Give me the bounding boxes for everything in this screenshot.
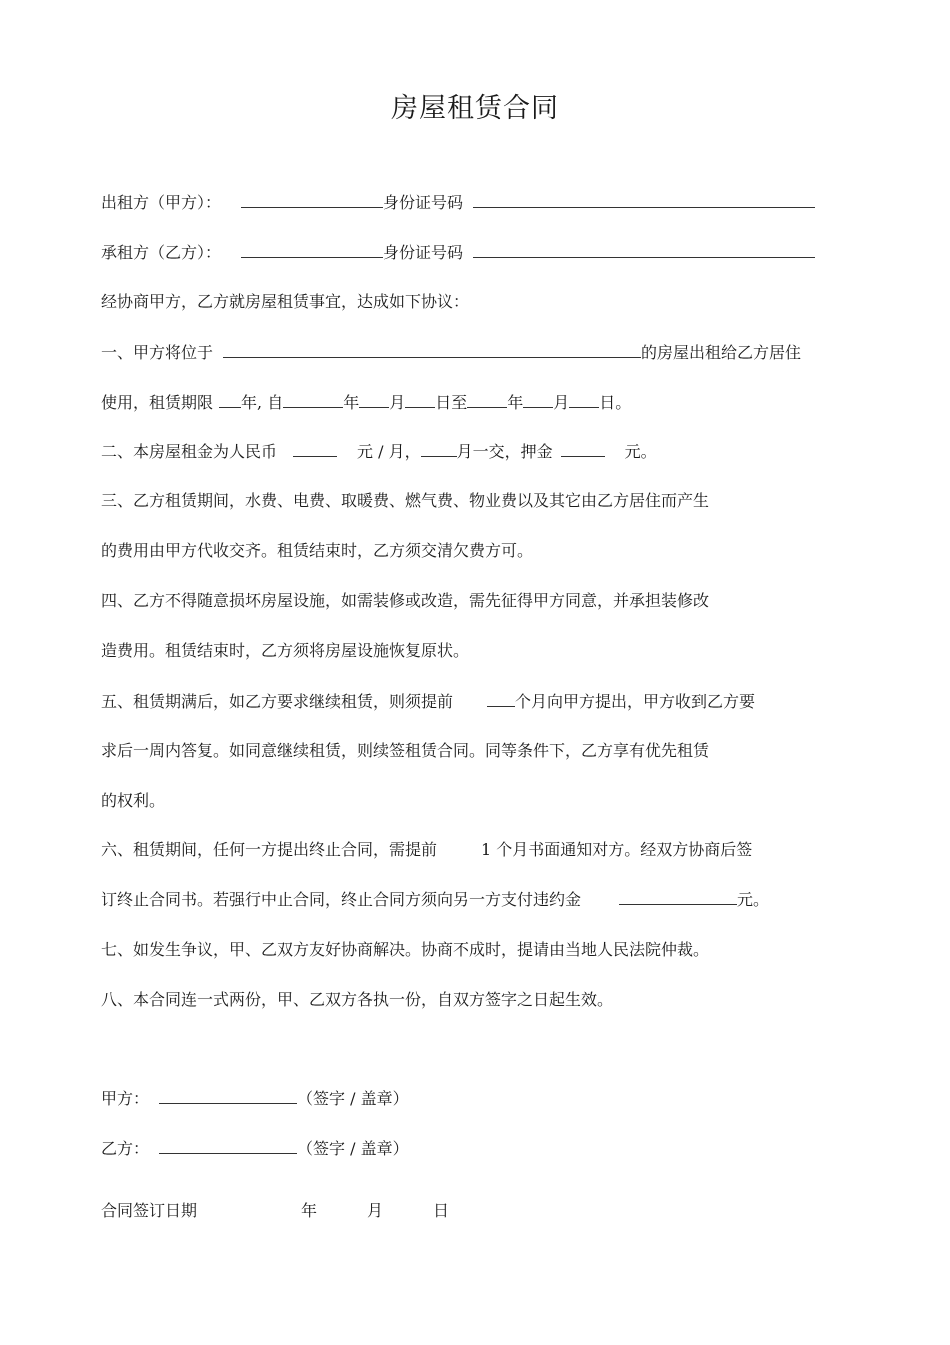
sign-b-note: （签字 / 盖章） bbox=[297, 1139, 409, 1158]
rent-amount-blank[interactable] bbox=[293, 440, 337, 457]
deposit-amount-blank[interactable] bbox=[561, 440, 605, 457]
contract-date-line bbox=[101, 1200, 449, 1222]
property-address-blank[interactable] bbox=[223, 341, 641, 358]
deposit-label: 月一交，押金 bbox=[456, 442, 553, 461]
from-label: 年, 自 bbox=[241, 393, 284, 412]
date-year-unit: 年 bbox=[301, 1201, 318, 1220]
clause-6-text-b: 1 个月书面通知对方。经双方协商后签 bbox=[481, 840, 753, 859]
clause-5-line-3: 的权利。 bbox=[101, 791, 166, 810]
start-year-blank[interactable] bbox=[283, 391, 343, 408]
end-day-blank[interactable] bbox=[569, 391, 599, 408]
clause-3-line-1: 三、乙方租赁期间，水费、电费、取暖费、燃气费、物业费以及其它由乙方居住而产生 bbox=[101, 491, 710, 510]
signature-party-b bbox=[101, 1137, 409, 1160]
end-day-unit: 日。 bbox=[599, 393, 632, 412]
clause-3-line-2: 的费用由甲方代收交齐。租赁结束时，乙方须交清欠费方可。 bbox=[101, 541, 534, 560]
date-day-unit: 日 bbox=[433, 1201, 450, 1220]
party-b-id-label: 身份证号码 bbox=[383, 243, 464, 262]
sign-a-note: （签字 / 盖章） bbox=[297, 1089, 409, 1108]
clause-1-text-b: 的房屋出租给乙方居住 bbox=[641, 343, 802, 362]
document-title: 房屋租赁合同 bbox=[391, 93, 559, 124]
contract-date-label: 合同签订日期 bbox=[101, 1201, 198, 1220]
start-month-blank[interactable] bbox=[359, 391, 389, 408]
end-year-blank[interactable] bbox=[467, 391, 507, 408]
start-month-unit: 月 bbox=[389, 393, 406, 412]
sign-b-label: 乙方： bbox=[101, 1139, 150, 1158]
rent-label: 二、本房屋租金为人民币 bbox=[101, 442, 278, 461]
lease-years-blank[interactable] bbox=[219, 391, 241, 408]
to-label: 日至 bbox=[435, 393, 468, 412]
end-month-blank[interactable] bbox=[523, 391, 553, 408]
clause-1-line-2 bbox=[101, 391, 631, 414]
party-a-line bbox=[101, 191, 815, 214]
party-b-id-blank[interactable] bbox=[473, 241, 815, 258]
clause-6-line-2 bbox=[101, 888, 769, 911]
clause-1-text-a: 一、甲方将位于 bbox=[101, 343, 214, 362]
clause-6-text-c: 订终止合同书。若强行中止合同，终止合同方须向另一方支付违约金 bbox=[101, 890, 582, 909]
intro-text: 经协商甲方，乙方就房屋租赁事宜，达成如下协议： bbox=[101, 292, 470, 311]
clause-5-line-1 bbox=[101, 690, 755, 713]
renewal-notice-months-blank[interactable] bbox=[487, 690, 515, 707]
sign-a-blank[interactable] bbox=[159, 1087, 297, 1104]
clause-5-text-b: 个月向甲方提出，甲方收到乙方要 bbox=[515, 692, 756, 711]
party-a-label: 出租方（甲方）： bbox=[101, 193, 222, 212]
clause-6-line-1 bbox=[101, 839, 752, 861]
clause-7: 七、如发生争议，甲、乙双方友好协商解决。协商不成时，提请由当地人民法院仲裁。 bbox=[101, 940, 710, 959]
date-month-unit: 月 bbox=[367, 1201, 384, 1220]
deposit-unit: 元。 bbox=[624, 442, 657, 461]
clause-5-text-a: 五、租赁期满后，如乙方要求继续租赁，则须提前 bbox=[101, 692, 454, 711]
start-day-blank[interactable] bbox=[405, 391, 435, 408]
party-b-line bbox=[101, 241, 815, 264]
party-b-label: 承租方（乙方）： bbox=[101, 243, 222, 262]
clause-2 bbox=[101, 440, 657, 463]
party-b-name-blank[interactable] bbox=[241, 241, 383, 258]
penalty-amount-blank[interactable] bbox=[619, 888, 737, 905]
clause-6-text-a: 六、租赁期间，任何一方提出终止合同，需提前 bbox=[101, 840, 438, 859]
sign-a-label: 甲方： bbox=[101, 1089, 150, 1108]
sign-b-blank[interactable] bbox=[159, 1137, 297, 1154]
clause-4-line-2: 造费用。租赁结束时，乙方须将房屋设施恢复原状。 bbox=[101, 641, 470, 660]
penalty-unit: 元。 bbox=[737, 890, 770, 909]
end-year-unit: 年 bbox=[507, 393, 524, 412]
pay-interval-blank[interactable] bbox=[421, 440, 457, 457]
signature-party-a bbox=[101, 1087, 409, 1110]
clause-1-line-1 bbox=[101, 341, 801, 364]
end-month-unit: 月 bbox=[553, 393, 570, 412]
lease-term-label: 使用，租赁期限 bbox=[101, 393, 214, 412]
start-year-unit: 年 bbox=[343, 393, 360, 412]
party-a-id-blank[interactable] bbox=[473, 191, 815, 208]
clause-4-line-1: 四、乙方不得随意损坏房屋设施，如需装修或改造，需先征得甲方同意，并承担装修改 bbox=[101, 591, 710, 610]
party-a-name-blank[interactable] bbox=[241, 191, 383, 208]
clause-8: 八、本合同连一式两份，甲、乙双方各执一份，自双方签字之日起生效。 bbox=[101, 990, 614, 1009]
party-a-id-label: 身份证号码 bbox=[383, 193, 464, 212]
rent-unit: 元 / 月， bbox=[357, 442, 421, 461]
clause-5-line-2: 求后一周内答复。如同意继续租赁，则续签租赁合同。同等条件下，乙方享有优先租赁 bbox=[101, 741, 710, 760]
